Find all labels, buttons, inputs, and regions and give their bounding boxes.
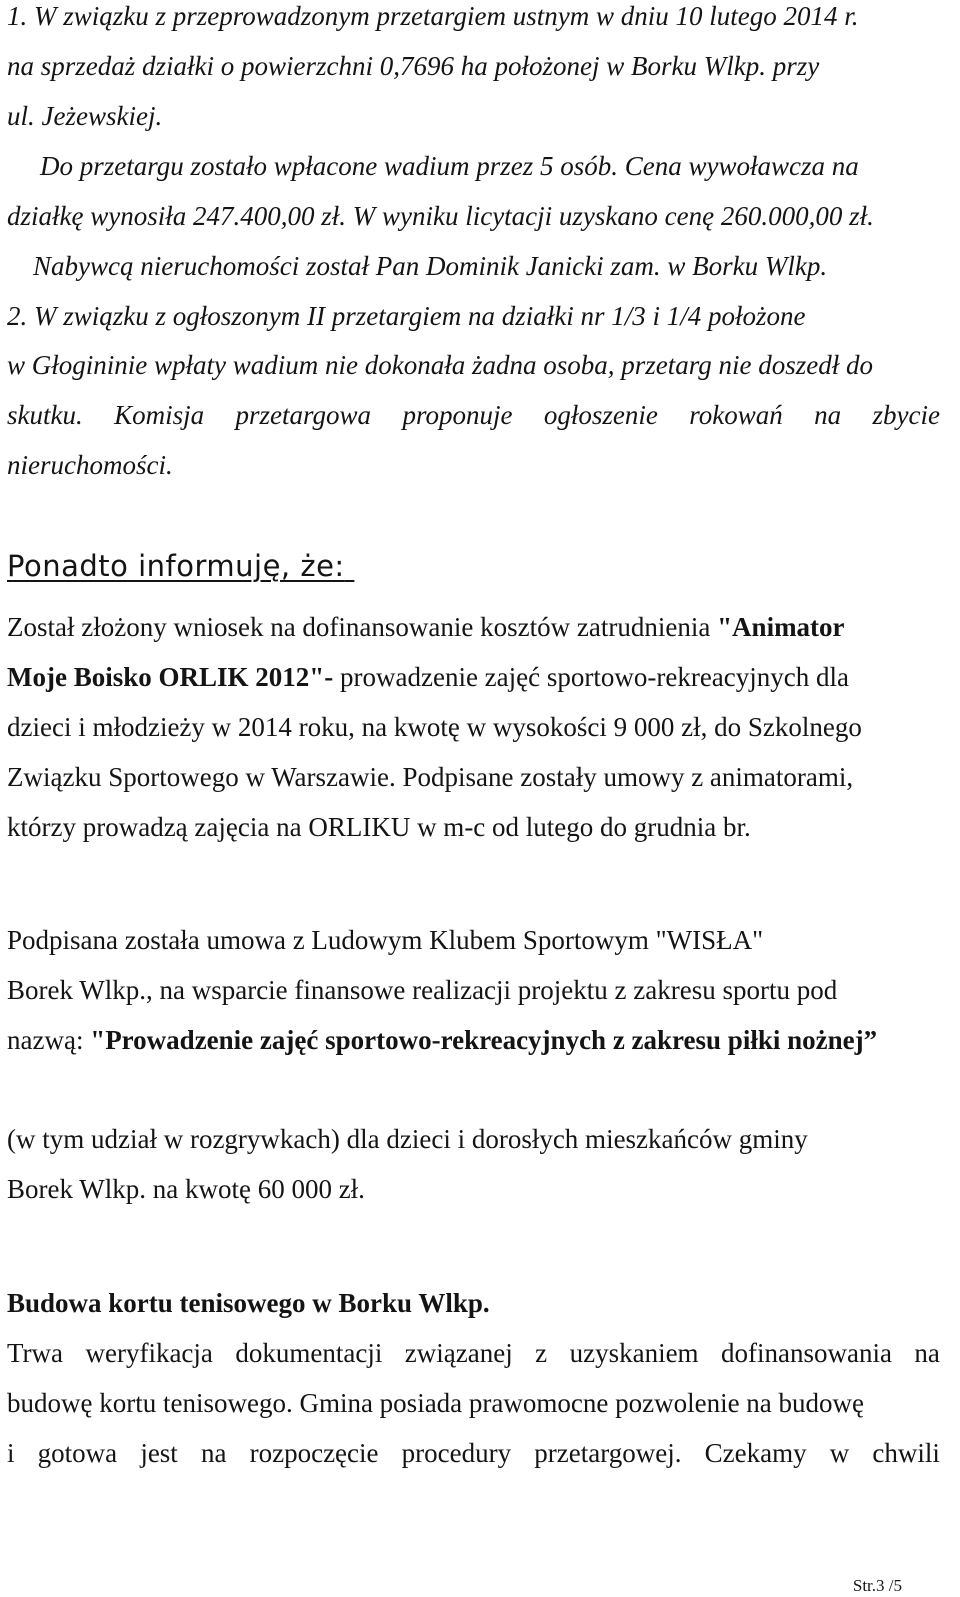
section2-line: nieruchomości.: [7, 450, 173, 480]
word: na: [814, 400, 842, 430]
bold-run: "Animator: [717, 612, 845, 642]
wisla-line: Borek Wlkp., na wsparcie finansowe realizacji projektu z zakresu sportu pod: [7, 975, 838, 1005]
section1-line: 1. W związku z przeprowadzonym przetargiem ustnym w dniu 10 lutego 2014 r.: [7, 1, 859, 31]
word: Czekamy: [704, 1438, 807, 1468]
word: chwili: [872, 1438, 940, 1468]
word: procedury: [401, 1438, 512, 1468]
word: z: [535, 1338, 548, 1368]
word: proponuje: [402, 400, 513, 430]
word: skutku.: [7, 400, 83, 430]
wisla-line: (w tym udział w rozgrywkach) dla dzieci i dorosłych mieszkańców gminy: [7, 1124, 808, 1154]
word: uzyskaniem: [569, 1338, 699, 1368]
orlik-line: Związku Sportowego w Warszawie. Podpisane zostały umowy z animatorami,: [7, 762, 854, 792]
section1-line: działkę wynosiła 247.400,00 zł. W wyniku licytacji uzyskano cenę 260.000,00 zł.: [7, 201, 874, 231]
word: dokumentacji: [235, 1338, 383, 1368]
tennis-line: budowę kortu tenisowego. Gmina posiada prawomocne pozwolenie na budowę: [7, 1388, 865, 1418]
section1-line: Nabywcą nieruchomości został Pan Dominik Janicki zam. w Borku Wlkp.: [33, 251, 828, 281]
word: Trwa: [7, 1338, 64, 1368]
section2-line: 2. W związku z ogłoszonym II przetargiem na działki nr 1/3 i 1/4 położone: [7, 301, 806, 331]
bold-run: "Prowadzenie zajęć sportowo-rekreacyjnych z zakresu piłki nożnej”: [90, 1025, 878, 1055]
word: zbycie: [872, 400, 940, 430]
word: na: [200, 1438, 227, 1468]
tennis-title: [7, 1290, 490, 1317]
section1-line: Do przetargu zostało wpłacone wadium przez 5 osób. Cena wywoławcza na: [40, 151, 859, 181]
text-run: Został złożony wniosek na dofinansowanie kosztów zatrudnienia: [7, 612, 718, 642]
word: w: [829, 1438, 850, 1468]
word: przetargowej.: [534, 1438, 682, 1468]
word: dofinansowania: [721, 1338, 892, 1368]
word: rozpoczęcie: [249, 1438, 379, 1468]
wisla-line: [7, 1027, 877, 1054]
word: i: [7, 1438, 15, 1468]
word: związanej: [404, 1338, 513, 1368]
heading-text: Ponadto informuję, że:: [7, 549, 345, 583]
section2-justified-line: [7, 402, 940, 429]
word: weryfikacja: [85, 1338, 213, 1368]
page-number: Str.3 /5: [852, 1576, 902, 1595]
orlik-line: dzieci i młodzieży w 2014 roku, na kwotę w wysokości 9 000 zł, do Szkolnego: [7, 712, 862, 742]
section1-line: na sprzedaż działki o powierzchni 0,7696 ha położonej w Borku Wlkp. przy: [7, 51, 820, 81]
wisla-line: Borek Wlkp. na kwotę 60 000 zł.: [7, 1174, 365, 1204]
word: przetargowa: [235, 400, 372, 430]
wisla-line: Podpisana została umowa z Ludowym Klubem Sportowym "WISŁA": [7, 925, 764, 955]
section-heading: [7, 549, 354, 583]
text-run: prowadzenie zajęć sportowo-rekreacyjnych dla: [333, 662, 849, 692]
tennis-justified-line: [7, 1440, 940, 1467]
bold-run: Moje Boisko ORLIK 2012"-: [7, 662, 334, 692]
orlik-line: którzy prowadzą zajęcia na ORLIKU w m-c od lutego do grudnia br.: [7, 812, 751, 842]
word: jest: [140, 1438, 178, 1468]
orlik-line: [7, 614, 845, 641]
word: Komisja: [114, 400, 205, 430]
bold-run: Budowa kortu tenisowego w Borku Wlkp.: [7, 1288, 490, 1318]
text-run: nazwą:: [7, 1025, 91, 1055]
section1-line: ul. Jeżewskiej.: [7, 101, 163, 131]
word: rokowań: [689, 400, 783, 430]
orlik-line: [7, 664, 849, 691]
section2-line: w Głogininie wpłaty wadium nie dokonała żadna osoba, przetarg nie doszedł do: [7, 350, 873, 380]
word: na: [914, 1338, 940, 1368]
word: gotowa: [37, 1438, 118, 1468]
word: ogłoszenie: [543, 400, 658, 430]
tennis-justified-line: [7, 1340, 940, 1367]
